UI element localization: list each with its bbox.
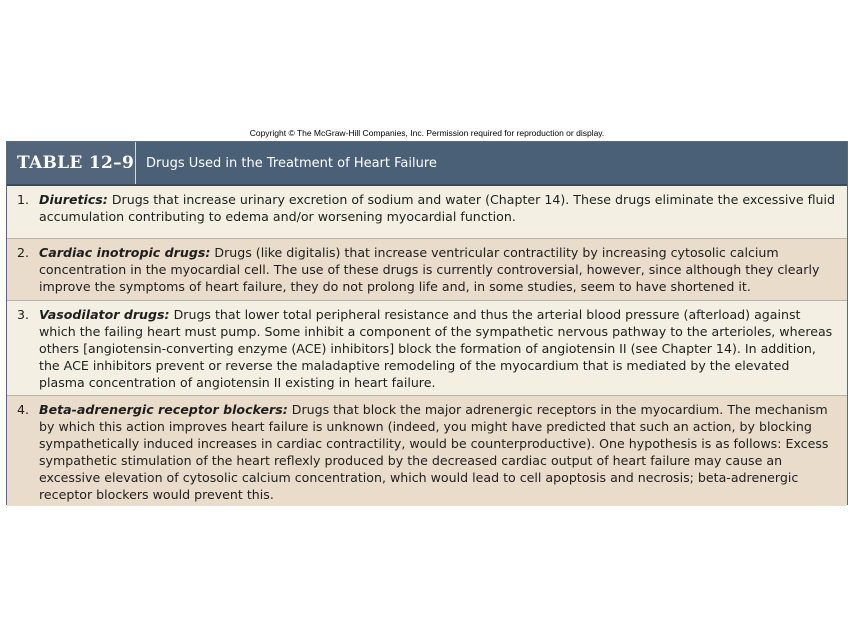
row-number: 3.: [17, 307, 30, 322]
table-id: TABLE 12–9: [7, 142, 135, 184]
row-text: [39, 306, 837, 395]
row-text: [39, 244, 837, 300]
row-term: Cardiac inotropic drugs:: [39, 245, 211, 260]
row-number: 2.: [17, 245, 30, 260]
row-text: [39, 191, 837, 238]
row-term: Diuretics:: [39, 192, 108, 207]
drug-table: [6, 141, 848, 505]
row-description: Drugs that increase urinary excretion of sodium and water (Chapter 14). These drugs eliminate the excessive fluid accumulation contributing to edema and/or worsening myocardial function.: [39, 192, 835, 224]
table-row: [7, 186, 847, 239]
row-number: 1.: [17, 192, 30, 207]
row-text: [39, 401, 837, 506]
table-row: [7, 396, 847, 506]
row-description: Drugs (like digitalis) that increase ventricular contractility by increasing cytosolic calcium concentration in the myocardial cell. The use of these drugs is currently controversial, however, since although they clearly improve the symptoms of heart failure, they do not prolong life and, in some studies, seem to have shortened it.: [39, 245, 820, 294]
table-header: [7, 142, 847, 186]
row-description: Drugs that lower total peripheral resistance and thus the arterial blood pressure (afterload) against which the failing heart must pump. Some inhibit a component of the sympathetic nervous pathway to the arterioles, whereas others [angiotensin-converting enzyme (ACE) inhibitors] block the formation of angiotensin II (see Chapter 14). In addition, the ACE inhibitors prevent or reverse the maladaptive remodeling of the myocardium that is mediated by the elevated plasma concentration of angiotensin II existing in heart failure.: [39, 307, 833, 390]
row-description: Drugs that block the major adrenergic receptors in the myocardium. The mechanism by which this action improves heart failure is unknown (indeed, you might have predicted that such an action, by blocking sympathetically induced increases in cardiac contractility, would be counterproductive). One hypothesis is as follows: Excess sympathetic stimulation of the heart reflexly produced by the decreased cardiac output of heart failure may cause an excessive elevation of cytosolic calcium concentration, which would lead to cell apoptosis and necrosis; beta-adrenergic receptor blockers would prevent this.: [39, 402, 829, 502]
table-row: [7, 239, 847, 301]
row-number: 4.: [17, 402, 30, 417]
table-row: [7, 301, 847, 396]
row-term: Beta-adrenergic receptor blockers:: [39, 402, 288, 417]
table-title: Drugs Used in the Treatment of Heart Failure: [135, 142, 847, 184]
copyright-notice: Copyright © The McGraw-Hill Companies, Inc. Permission required for reproduction or display.: [249, 128, 605, 138]
row-term: Vasodilator drugs:: [39, 307, 170, 322]
